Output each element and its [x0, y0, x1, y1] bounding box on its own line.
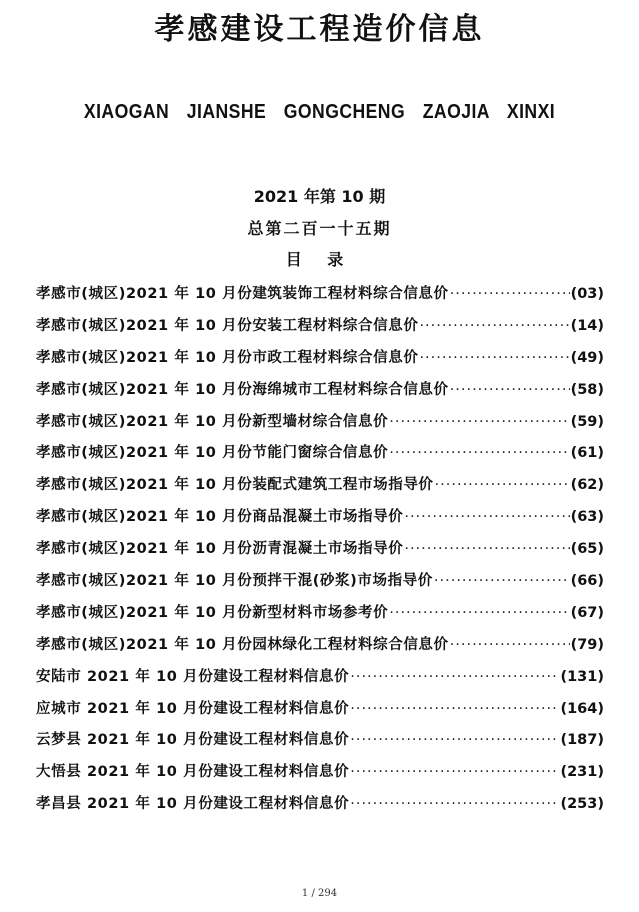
page-indicator: 1 / 294 [301, 888, 338, 899]
toc-entry-title: 安陆市 2021 年 10 月份建设工程材料信息价 [36, 668, 350, 685]
toc-entry[interactable] [36, 506, 604, 538]
toc-entry-title: 云梦县 2021 年 10 月份建设工程材料信息价 [36, 732, 350, 749]
toc-leader-dots [435, 474, 570, 496]
toc-leader-dots [350, 729, 559, 751]
toc-entry-title: 孝感市(城区)2021 年 10 月份预拌干混(砂浆)市场指导价 [36, 573, 433, 590]
toc-leader-dots [389, 442, 569, 464]
toc-leader-dots [450, 634, 570, 656]
toc-heading: 目 录 [285, 250, 354, 269]
toc-entry[interactable] [36, 698, 604, 730]
toc-entry-page: (63) [570, 509, 604, 526]
table-of-contents [36, 283, 604, 825]
toc-entry-page: (03) [570, 286, 604, 302]
toc-entry-title: 孝昌县 2021 年 10 月份建设工程材料信息价 [36, 796, 350, 813]
toc-entry-page: (65) [570, 541, 604, 558]
toc-entry-page: (62) [570, 477, 604, 494]
toc-entry-page: (61) [570, 445, 604, 462]
toc-entry-page: (59) [570, 413, 604, 430]
toc-leader-dots [350, 793, 559, 815]
toc-entry[interactable] [36, 442, 604, 474]
toc-leader-dots [434, 570, 570, 592]
toc-entry-page: (164) [560, 700, 604, 717]
issue-number: 2021 年第 10 期 [253, 187, 386, 206]
document-title: 孝感建设工程造价信息 [154, 12, 485, 47]
toc-entry-title: 孝感市(城区)2021 年 10 月份新型墙材综合信息价 [36, 413, 389, 430]
toc-entry-title: 孝感市(城区)2021 年 10 月份海绵城市工程材料综合信息价 [36, 381, 449, 398]
toc-leader-dots [350, 666, 559, 688]
toc-entry-title: 孝感市(城区)2021 年 10 月份沥青混凝土市场指导价 [36, 541, 404, 558]
toc-entry[interactable] [36, 283, 604, 315]
toc-entry[interactable] [36, 570, 604, 602]
toc-leader-dots [350, 698, 559, 720]
toc-entry-title: 孝感市(城区)2021 年 10 月份建筑装饰工程材料综合信息价 [36, 286, 449, 302]
toc-entry[interactable] [36, 347, 604, 379]
toc-leader-dots [389, 602, 569, 624]
toc-entry-title: 孝感市(城区)2021 年 10 月份装配式建筑工程市场指导价 [36, 477, 434, 494]
toc-entry-page: (187) [560, 732, 604, 749]
toc-entry-title: 孝感市(城区)2021 年 10 月份新型材料市场参考价 [36, 604, 389, 621]
toc-entry-title: 孝感市(城区)2021 年 10 月份安装工程材料综合信息价 [36, 317, 419, 334]
toc-entry-page: (49) [570, 349, 604, 366]
toc-entry[interactable] [36, 634, 604, 666]
toc-entry-page: (66) [570, 573, 604, 590]
toc-leader-dots [404, 538, 569, 560]
toc-entry[interactable] [36, 411, 604, 443]
toc-entry-page: (253) [560, 796, 604, 813]
toc-entry[interactable] [36, 793, 604, 825]
toc-entry-title: 应城市 2021 年 10 月份建设工程材料信息价 [36, 700, 350, 717]
toc-entry-page: (14) [570, 317, 604, 334]
toc-entry[interactable] [36, 538, 604, 570]
toc-entry-title: 孝感市(城区)2021 年 10 月份商品混凝土市场指导价 [36, 509, 404, 526]
toc-entry[interactable] [36, 315, 604, 347]
toc-entry[interactable] [36, 729, 604, 761]
toc-leader-dots [404, 506, 569, 528]
toc-entry-title: 大悟县 2021 年 10 月份建设工程材料信息价 [36, 764, 350, 781]
toc-entry[interactable] [36, 379, 604, 411]
toc-entry-page: (231) [560, 764, 604, 781]
document-subtitle-pinyin: XIAOGAN JIANSHE GONGCHENG ZAOJIA XINXI [83, 101, 556, 123]
toc-entry[interactable] [36, 761, 604, 793]
toc-entry[interactable] [36, 666, 604, 698]
toc-entry-title: 孝感市(城区)2021 年 10 月份节能门窗综合信息价 [36, 445, 389, 462]
toc-leader-dots [350, 761, 559, 783]
toc-entry[interactable] [36, 474, 604, 506]
toc-entry-page: (79) [570, 636, 604, 653]
toc-leader-dots [450, 379, 570, 401]
toc-entry-title: 孝感市(城区)2021 年 10 月份园林绿化工程材料综合信息价 [36, 636, 449, 653]
toc-leader-dots [389, 411, 569, 433]
toc-leader-dots [419, 315, 569, 337]
toc-leader-dots [419, 347, 569, 369]
toc-entry[interactable] [36, 602, 604, 634]
toc-leader-dots [450, 283, 570, 305]
toc-entry-title: 孝感市(城区)2021 年 10 月份市政工程材料综合信息价 [36, 349, 419, 366]
toc-entry-page: (131) [560, 668, 604, 685]
total-issue-number: 总第二百一十五期 [247, 219, 392, 238]
toc-entry-page: (58) [570, 381, 604, 398]
toc-entry-page: (67) [570, 604, 604, 621]
